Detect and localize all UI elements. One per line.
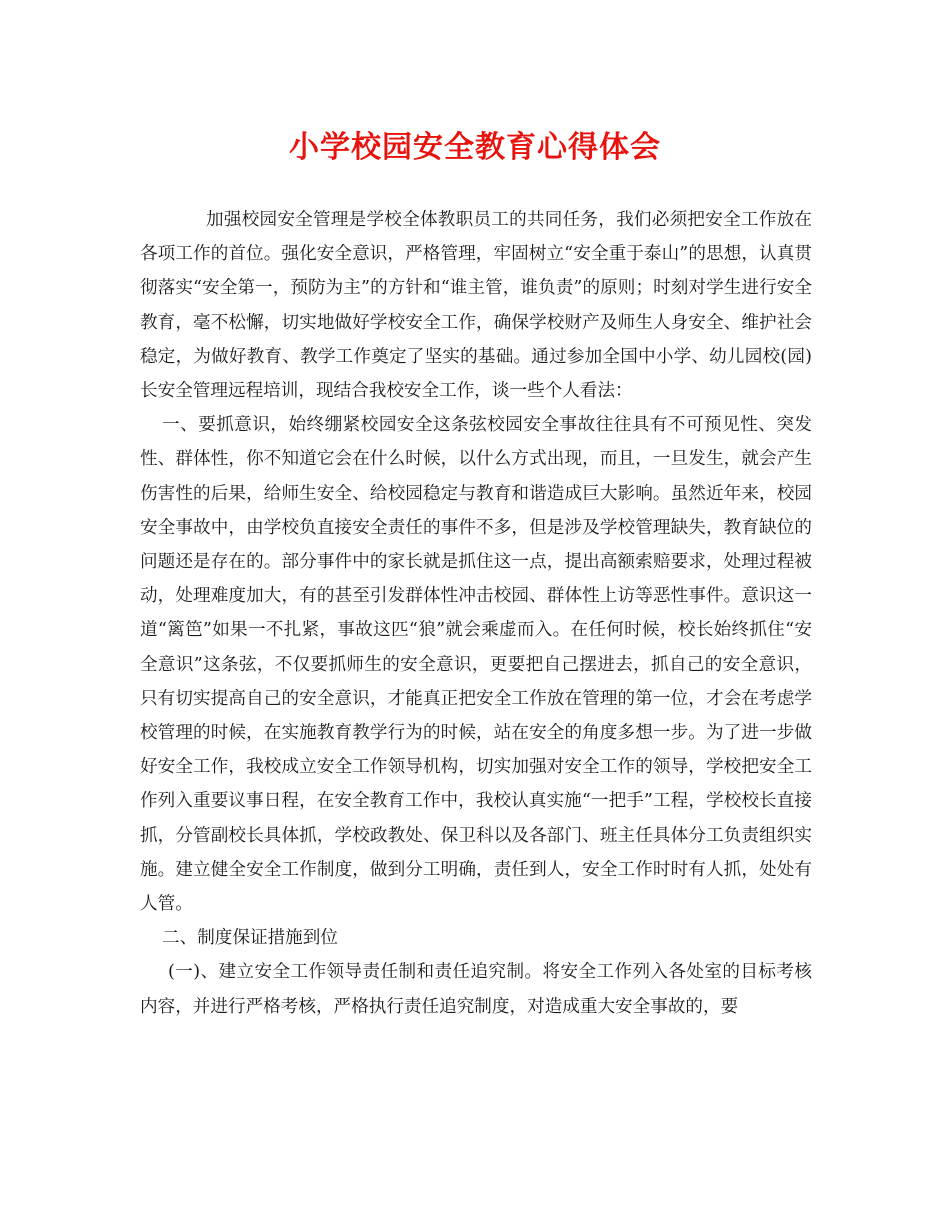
paragraph-section-one: 一、要抓意识，始终绷紧校园安全这条弦校园安全事故往往具有不可预见性、突发性、群体性，你不知道它会在什么时候，以什么方式出现，而且，一旦发生，就会产生伤害性的后果，给师生安全、给校园稳定与教育和谐造成巨大影响。虽然近年来，校园安全事故中，由学校负直接安全责任的事件不多，但是涉及学校管理缺失，教育缺位的问题还是存在的。部分事件中的家长就是抓住这一点，提出高额索赔要求，处理过程被动，处理难度加大，有的甚至引发群体性冲击校园、群体性上访等恶性事件。意识这一道“篱笆”如果一不扎紧，事故这匹“狼”就会乘虚而入。在任何时候，校长始终抓住“安全意识”这条弦，不仅要抓师生的安全意识，更要把自己摆进去，抓自己的安全意识，只有切实提高自己的安全意识，才能真正把安全工作放在管理的第一位，才会在考虑学校管理的时候，在实施教育教学行为的时候，站在安全的角度多想一步。为了进一步做好安全工作，我校成立安全工作领导机构，切实加强对安全工作的领导，学校把安全工作列入重要议事日程，在安全教育工作中，我校认真实施“一把手”工程，学校校长直接抓，分管副校长具体抓，学校政教处、保卫科以及各部门、班主任具体分工负责组织实施。建立健全安全工作制度，做到分工明确，责任到人，安全工作时时有人抓，处处有人管。: [140, 415, 812, 915]
paragraph-intro: 加强校园安全管理是学校全体教职员工的共同任务，我们必须把安全工作放在各项工作的首位。强化安全意识，严格管理，牢固树立“安全重于泰山”的思想，认真贯彻落实“安全第一，预防为主”的方针和“谁主管，谁负责”的原则；时刻对学生进行安全教育，毫不松懈，切实地做好学校安全工作，确保学校财产及师生人身安全、维护社会稳定，为做好教育、教学工作奠定了坚实的基础。通过参加全国中小学、幼儿园校(园)长安全管理远程培训，现结合我校安全工作，谈一些个人看法：: [140, 210, 812, 402]
document-title: 小学校园安全教育心得体会: [289, 130, 661, 165]
paragraph-subsection-one: (一)、建立安全工作领导责任制和责任追究制。将安全工作列入各处室的目标考核内容，并进行严格考核，严格执行责任追究制度，对造成重大安全事故的，要: [140, 962, 812, 1017]
document-body: [140, 203, 812, 1024]
paragraph-section-two-heading: 二、制度保证措施到位: [162, 928, 338, 949]
